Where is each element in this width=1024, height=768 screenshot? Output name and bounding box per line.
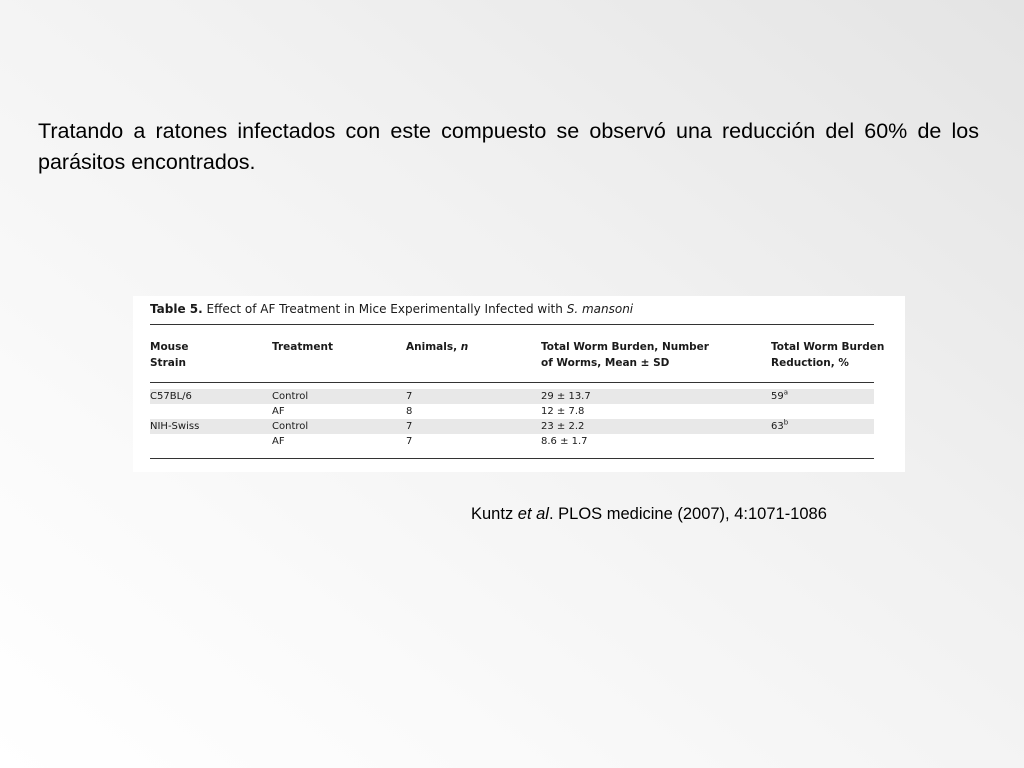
cell-burden: 23 ± 2.2 [541, 421, 585, 432]
cell-reduction [771, 420, 788, 433]
header-mouse-strain-line2: Strain [150, 357, 186, 369]
cell-reduction-footnote: b [783, 418, 789, 427]
cell-burden: 8.6 ± 1.7 [541, 436, 588, 447]
cell-treatment: Control [272, 421, 309, 432]
header-burden-reduction-line2: Reduction, % [771, 357, 849, 369]
cell-animals: 7 [406, 436, 413, 447]
cell-animals: 8 [406, 406, 413, 417]
cell-reduction-value: 59 [771, 391, 784, 402]
header-burden-reduction-line1: Total Worm Burden [771, 341, 885, 353]
header-total-worm-burden-line2: of Worms, Mean ± SD [541, 357, 670, 369]
header-treatment [272, 339, 333, 355]
table-header-rule [150, 382, 874, 383]
header-animals-n: n [460, 341, 469, 353]
header-burden-reduction [771, 339, 884, 371]
header-total-worm-burden-line1: Total Worm Burden, Number [541, 341, 709, 353]
header-animals [406, 339, 468, 355]
cell-burden: 29 ± 13.7 [541, 391, 591, 402]
header-total-worm-burden [541, 339, 709, 371]
table-top-rule [150, 324, 874, 325]
cell-animals: 7 [406, 391, 413, 402]
cell-strain: NIH-Swiss [150, 421, 200, 432]
table-caption-text: Effect of AF Treatment in Mice Experimentally Infected with [206, 302, 563, 316]
slide-body-text: Tratando a ratones infectados con este compuesto se observó una reducción del 60% de los parásitos encontrados. [38, 119, 979, 174]
cell-reduction [771, 390, 788, 403]
citation-author: Kuntz [471, 505, 518, 523]
table-row [150, 434, 874, 449]
cell-burden: 12 ± 7.8 [541, 406, 585, 417]
cell-reduction-value: 63 [771, 421, 784, 432]
table-bottom-rule [150, 458, 874, 459]
citation-et-al: et al [517, 505, 549, 523]
table-row [150, 419, 874, 434]
table-caption [150, 302, 633, 316]
header-animals-label: Animals, [406, 341, 461, 353]
cell-treatment: AF [272, 436, 285, 447]
citation [471, 505, 827, 524]
cell-reduction-footnote: a [783, 388, 789, 397]
table-caption-species: S. mansoni [566, 302, 634, 316]
cell-strain: C57BL/6 [150, 391, 192, 402]
cell-treatment: Control [272, 391, 309, 402]
cell-animals: 7 [406, 421, 413, 432]
citation-source: . PLOS medicine (2007), 4:1071-1086 [548, 505, 827, 523]
table-row [150, 389, 874, 404]
table-row [150, 404, 874, 419]
header-mouse-strain-line1: Mouse [150, 341, 189, 353]
table-caption-label: Table 5. [150, 302, 203, 316]
table-5-figure [133, 296, 905, 472]
header-mouse-strain [150, 339, 189, 371]
cell-treatment: AF [272, 406, 285, 417]
header-treatment-label: Treatment [272, 341, 333, 353]
